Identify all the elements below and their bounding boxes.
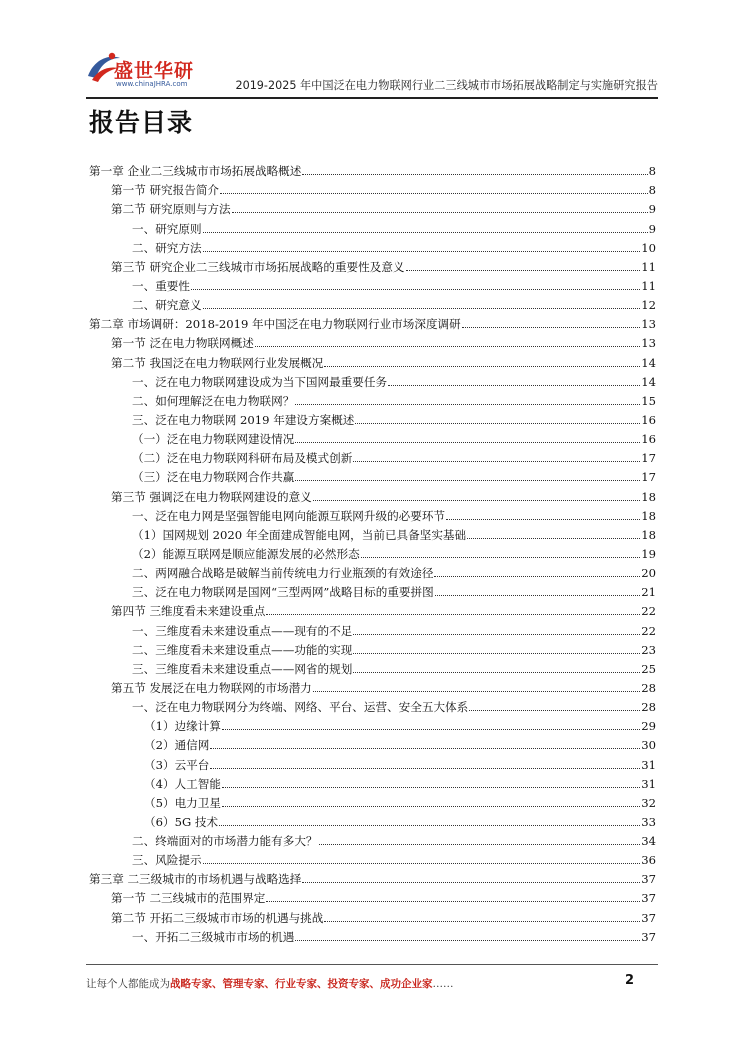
toc-entry-page: 36 bbox=[641, 853, 656, 868]
toc-entry-title: 二、三维度看未来建设重点——功能的实现 bbox=[132, 642, 353, 657]
toc-entry-page: 13 bbox=[641, 336, 656, 351]
toc-entry[interactable] bbox=[89, 849, 656, 868]
toc-entry-page: 21 bbox=[641, 585, 656, 600]
toc-entry-title: 第一节 泛在电力物联网概述 bbox=[111, 336, 254, 351]
toc-entry-page: 20 bbox=[641, 566, 656, 581]
toc-leader-dots bbox=[219, 825, 640, 826]
toc-entry[interactable] bbox=[89, 773, 656, 792]
toc-entry-title: （三）泛在电力物联网合作共赢 bbox=[132, 470, 295, 485]
toc-entry-title: 第五节 发展泛在电力物联网的市场潜力 bbox=[111, 680, 312, 695]
toc-entry-page: 14 bbox=[641, 355, 656, 370]
toc-leader-dots bbox=[191, 289, 640, 290]
toc-entry-title: 一、研究原则 bbox=[132, 221, 202, 236]
footer-slogan bbox=[86, 976, 454, 991]
toc-entry[interactable] bbox=[89, 524, 656, 543]
toc-entry-page: 16 bbox=[641, 412, 656, 427]
toc-entry-page: 34 bbox=[641, 834, 656, 849]
toc-entry-title: （2）能源互联网是顺应能源发展的必然形态 bbox=[132, 546, 360, 561]
footer-suffix: …… bbox=[432, 978, 454, 990]
toc-entry[interactable] bbox=[89, 753, 656, 772]
toc-entry[interactable] bbox=[89, 868, 656, 887]
toc-leader-dots bbox=[353, 672, 640, 673]
toc-leader-dots bbox=[295, 404, 640, 405]
toc-entry[interactable] bbox=[89, 409, 656, 428]
toc-leader-dots bbox=[210, 748, 640, 749]
toc-entry-title: （3）云平台 bbox=[144, 757, 210, 772]
toc-entry-page: 11 bbox=[641, 259, 656, 274]
toc-entry[interactable] bbox=[89, 160, 656, 179]
toc-entry-title: （5）电力卫星 bbox=[144, 795, 221, 810]
toc-entry-page: 15 bbox=[641, 393, 656, 408]
toc-leader-dots bbox=[406, 270, 641, 271]
toc-leader-dots bbox=[355, 423, 640, 424]
toc-entry-title: （1）国网规划 2020 年全面建成智能电网，当前已具备坚实基础 bbox=[132, 527, 467, 542]
toc-entry-page: 19 bbox=[641, 546, 656, 561]
toc-entry-title: 第一章 企业二三线城市市场拓展战略概述 bbox=[89, 164, 302, 179]
toc-entry[interactable] bbox=[89, 313, 656, 332]
toc-entry-page: 17 bbox=[641, 451, 656, 466]
toc-entry[interactable] bbox=[89, 543, 656, 562]
toc-leader-dots bbox=[462, 327, 640, 328]
toc-entry[interactable] bbox=[89, 887, 656, 906]
toc-entry-title: 二、两网融合战略是破解当前传统电力行业瓶颈的有效途径 bbox=[132, 566, 434, 581]
toc-entry[interactable] bbox=[89, 237, 656, 256]
report-title: 2019-2025 年中国泛在电力物联网行业二三线城市市场拓展战略制定与实施研究报告 bbox=[235, 79, 658, 92]
toc-entry-title: 三、风险提示 bbox=[132, 853, 202, 868]
toc-entry-title: 第二节 开拓二三级城市市场的机遇与挑战 bbox=[111, 910, 324, 925]
toc-entry-title: （2）通信网 bbox=[144, 738, 210, 753]
toc-entry-title: （1）边缘计算 bbox=[144, 719, 221, 734]
toc-entry-page: 32 bbox=[641, 795, 656, 810]
toc-entry-title: 二、研究意义 bbox=[132, 298, 202, 313]
toc-entry-title: 二、终端面对的市场潜力能有多大？ bbox=[132, 834, 318, 849]
toc-entry-page: 12 bbox=[641, 298, 656, 313]
toc-entry-title: 第三章 二三级城市的市场机遇与战略选择 bbox=[89, 872, 302, 887]
toc-entry[interactable] bbox=[89, 619, 656, 638]
footer-roles: 战略专家、管理专家、行业专家、投资专家、成功企业家 bbox=[170, 978, 433, 990]
toc-entry-page: 22 bbox=[641, 623, 656, 638]
toc-leader-dots bbox=[203, 863, 641, 864]
toc-entry-title: 二、研究方法 bbox=[132, 240, 202, 255]
toc-entry[interactable] bbox=[89, 696, 656, 715]
toc-entry[interactable] bbox=[89, 256, 656, 275]
toc-entry-page: 11 bbox=[641, 278, 656, 293]
toc-leader-dots bbox=[434, 576, 640, 577]
toc-leader-dots bbox=[255, 346, 640, 347]
toc-entry[interactable] bbox=[89, 294, 656, 313]
toc-entry-title: 第二节 我国泛在电力物联网行业发展概况 bbox=[111, 355, 324, 370]
toc-leader-dots bbox=[266, 614, 640, 615]
page-title: 报告目录 bbox=[89, 108, 194, 137]
toc-entry-page: 33 bbox=[641, 814, 656, 829]
toc-leader-dots bbox=[222, 729, 640, 730]
toc-entry[interactable] bbox=[89, 658, 656, 677]
toc-entry-title: 三、三维度看未来建设重点——网省的规划 bbox=[132, 661, 353, 676]
toc-entry[interactable] bbox=[89, 198, 656, 217]
toc-leader-dots bbox=[353, 634, 640, 635]
footer-prefix: 让每个人都能成为 bbox=[86, 978, 170, 990]
toc-leader-dots bbox=[295, 442, 640, 443]
toc-leader-dots bbox=[467, 538, 640, 539]
toc-leader-dots bbox=[210, 768, 640, 769]
toc-entry[interactable] bbox=[89, 677, 656, 696]
toc-entry-page: 28 bbox=[641, 700, 656, 715]
header-divider bbox=[86, 97, 658, 99]
toc-leader-dots bbox=[313, 691, 640, 692]
toc-entry-title: （4）人工智能 bbox=[144, 776, 221, 791]
toc-entry[interactable] bbox=[89, 466, 656, 485]
toc-entry-title: 第四节 三维度看未来建设重点 bbox=[111, 604, 266, 619]
toc-entry[interactable] bbox=[89, 715, 656, 734]
toc-leader-dots bbox=[353, 461, 640, 462]
toc-entry-page: 23 bbox=[641, 642, 656, 657]
toc-leader-dots bbox=[446, 519, 640, 520]
page-header bbox=[86, 46, 658, 98]
toc-entry-title: 第一节 二三线城市的范围界定 bbox=[111, 891, 266, 906]
toc-entry-page: 17 bbox=[641, 470, 656, 485]
toc-leader-dots bbox=[203, 251, 641, 252]
toc-leader-dots bbox=[220, 193, 648, 194]
toc-leader-dots bbox=[313, 500, 640, 501]
table-of-contents bbox=[89, 160, 656, 945]
toc-entry[interactable] bbox=[89, 217, 656, 236]
toc-entry[interactable] bbox=[89, 371, 656, 390]
toc-entry-title: 二、如何理解泛在电力物联网？ bbox=[132, 393, 295, 408]
toc-leader-dots bbox=[469, 710, 640, 711]
toc-entry[interactable] bbox=[89, 600, 656, 619]
logo-wordmark: 盛世华研 bbox=[114, 60, 195, 82]
toc-entry-title: 三、泛在电力物联网 2019 年建设方案概述 bbox=[132, 412, 355, 427]
toc-entry[interactable] bbox=[89, 505, 656, 524]
toc-entry-page: 10 bbox=[641, 240, 656, 255]
toc-entry-page: 9 bbox=[648, 202, 656, 217]
toc-entry-page: 29 bbox=[641, 719, 656, 734]
toc-entry-title: （6）5G 技术 bbox=[144, 814, 219, 829]
toc-entry-title: （二）泛在电力物联网科研布局及模式创新 bbox=[132, 451, 353, 466]
toc-entry-page: 18 bbox=[641, 508, 656, 523]
toc-entry[interactable] bbox=[89, 639, 656, 658]
company-logo bbox=[86, 50, 206, 90]
toc-leader-dots bbox=[295, 480, 640, 481]
toc-leader-dots bbox=[302, 882, 640, 883]
page-number: 2 bbox=[624, 973, 634, 988]
toc-leader-dots bbox=[319, 844, 641, 845]
toc-leader-dots bbox=[388, 385, 640, 386]
toc-entry-page: 8 bbox=[648, 164, 656, 179]
toc-entry-title: 一、重要性 bbox=[132, 278, 190, 293]
toc-entry-page: 18 bbox=[641, 527, 656, 542]
toc-entry-page: 37 bbox=[641, 891, 656, 906]
toc-entry-page: 22 bbox=[641, 604, 656, 619]
toc-entry-page: 31 bbox=[641, 757, 656, 772]
toc-entry-title: 第一节 研究报告简介 bbox=[111, 183, 220, 198]
toc-entry[interactable] bbox=[89, 830, 656, 849]
logo-url: www.chinaJHRA.com bbox=[116, 80, 188, 88]
toc-entry-page: 25 bbox=[641, 661, 656, 676]
toc-entry[interactable] bbox=[89, 792, 656, 811]
toc-entry[interactable] bbox=[89, 428, 656, 447]
toc-leader-dots bbox=[203, 232, 648, 233]
toc-entry[interactable] bbox=[89, 926, 656, 945]
toc-entry-title: 一、泛在电力物联网建设成为当下国网最重要任务 bbox=[132, 374, 388, 389]
toc-leader-dots bbox=[302, 174, 647, 175]
toc-leader-dots bbox=[266, 901, 640, 902]
toc-leader-dots bbox=[222, 806, 640, 807]
toc-entry-page: 31 bbox=[641, 776, 656, 791]
toc-entry-page: 28 bbox=[641, 680, 656, 695]
toc-entry-page: 37 bbox=[641, 929, 656, 944]
toc-entry-title: 第二节 研究原则与方法 bbox=[111, 202, 231, 217]
toc-entry[interactable] bbox=[89, 179, 656, 198]
toc-leader-dots bbox=[435, 595, 641, 596]
toc-entry[interactable] bbox=[89, 447, 656, 466]
toc-entry-page: 18 bbox=[641, 489, 656, 504]
toc-entry[interactable] bbox=[89, 734, 656, 753]
toc-leader-dots bbox=[353, 653, 640, 654]
toc-entry-title: 第三节 研究企业二三线城市市场拓展战略的重要性及意义 bbox=[111, 259, 405, 274]
toc-entry-page: 37 bbox=[641, 872, 656, 887]
toc-entry[interactable] bbox=[89, 581, 656, 600]
toc-entry[interactable] bbox=[89, 906, 656, 925]
toc-entry-page: 13 bbox=[641, 317, 656, 332]
toc-entry[interactable] bbox=[89, 332, 656, 351]
toc-entry-title: （一）泛在电力物联网建设情况 bbox=[132, 432, 295, 447]
toc-entry-title: 三、泛在电力物联网是国网“三型两网”战略目标的重要拼图 bbox=[132, 585, 434, 600]
toc-entry-title: 第二章 市场调研：2018-2019 年中国泛在电力物联网行业市场深度调研 bbox=[89, 317, 461, 332]
toc-entry[interactable] bbox=[89, 811, 656, 830]
toc-entry-page: 14 bbox=[641, 374, 656, 389]
toc-leader-dots bbox=[361, 557, 641, 558]
toc-entry-title: 第三节 强调泛在电力物联网建设的意义 bbox=[111, 489, 312, 504]
toc-entry-title: 一、开拓二三级城市市场的机遇 bbox=[132, 929, 295, 944]
toc-entry-page: 16 bbox=[641, 432, 656, 447]
toc-entry-title: 一、三维度看未来建设重点——现有的不足 bbox=[132, 623, 353, 638]
toc-entry-page: 30 bbox=[641, 738, 656, 753]
toc-entry[interactable] bbox=[89, 275, 656, 294]
toc-leader-dots bbox=[324, 921, 640, 922]
toc-leader-dots bbox=[324, 366, 640, 367]
toc-entry[interactable] bbox=[89, 485, 656, 504]
toc-entry[interactable] bbox=[89, 390, 656, 409]
toc-entry-page: 9 bbox=[648, 221, 656, 236]
toc-entry[interactable] bbox=[89, 562, 656, 581]
toc-leader-dots bbox=[232, 212, 648, 213]
toc-leader-dots bbox=[295, 940, 640, 941]
toc-entry[interactable] bbox=[89, 351, 656, 370]
toc-entry-title: 一、泛在电力物联网分为终端、网络、平台、运营、安全五大体系 bbox=[132, 700, 469, 715]
toc-leader-dots bbox=[203, 308, 641, 309]
toc-entry-title: 一、泛在电力网是坚强智能电网向能源互联网升级的必要环节 bbox=[132, 508, 446, 523]
toc-entry-page: 37 bbox=[641, 910, 656, 925]
footer-divider bbox=[86, 964, 658, 965]
toc-leader-dots bbox=[222, 787, 640, 788]
toc-entry-page: 8 bbox=[648, 183, 656, 198]
